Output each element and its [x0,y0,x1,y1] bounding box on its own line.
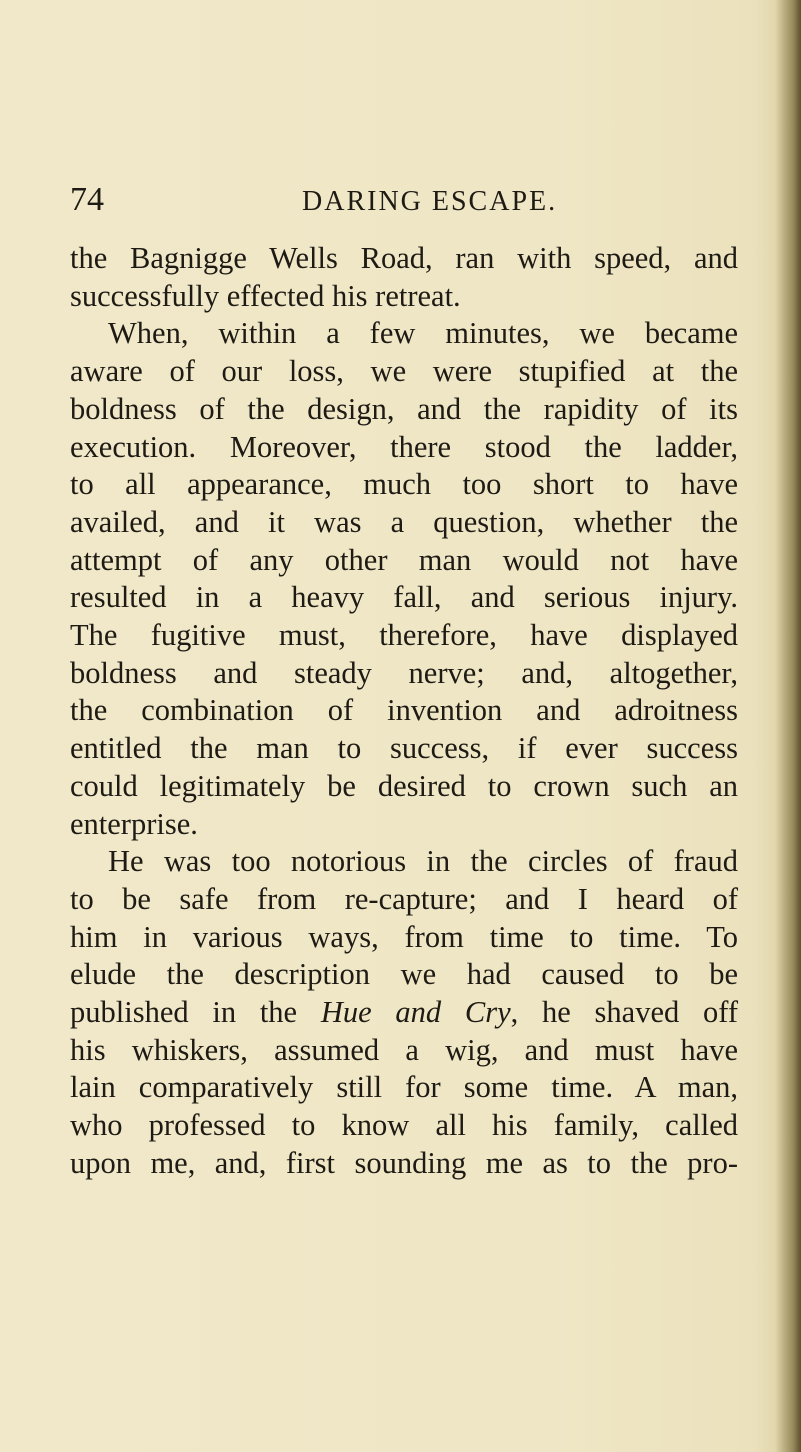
text-line: aware of our loss, we were stupified at the [70,354,738,389]
page-header [70,180,740,224]
text-line: elude the description we had caused to be [70,957,738,992]
page-number: 74 [70,181,104,218]
text-line: boldness of the design, and the rapidity of its [70,391,738,426]
running-head: DARING ESCAPE. [302,186,558,217]
text-line-with-italic [70,994,738,1032]
italic-title: Hue and Cry [320,995,511,1030]
text-line: his whiskers, assumed a wig, and must have [70,1032,738,1067]
page-edge-shadow [775,0,801,1452]
text-segment: , he shaved off [510,995,738,1030]
text-line: lain comparatively still for some time. A man, [70,1070,738,1105]
text-line: the Bagnigge Wells Road, ran with speed, and [70,241,738,275]
text-line: upon me, and, first sounding me as to the pro- [70,1145,738,1180]
text-line: boldness and steady nerve; and, altogether, [70,655,738,690]
body-text [70,240,738,1183]
text-line: him in various ways, from time to time. To [70,919,738,954]
text-line: resulted in a heavy fall, and serious injury. [70,580,738,615]
text-line: He was too notorious in the circles of fraud [108,844,738,879]
text-line: availed, and it was a question, whether the [70,504,738,539]
text-line: successfully effected his retreat. [70,278,461,313]
text-line: enterprise. [70,806,198,841]
text-segment: published in the [70,995,321,1030]
text-line: could legitimately be desired to crown such an [70,768,738,803]
text-line: to be safe from re-capture; and I heard of [70,881,738,916]
text-line: who professed to know all his family, called [70,1108,738,1143]
text-line: execution. Moreover, there stood the ladder, [70,429,738,464]
text-line: The fugitive must, therefore, have displayed [70,618,738,653]
text-line: the combination of invention and adroitness [70,693,738,728]
text-line: entitled the man to success, if ever success [70,731,738,766]
text-line: attempt of any other man would not have [70,542,738,577]
text-line: to all appearance, much too short to have [70,467,738,502]
text-line: When, within a few minutes, we became [108,316,738,351]
